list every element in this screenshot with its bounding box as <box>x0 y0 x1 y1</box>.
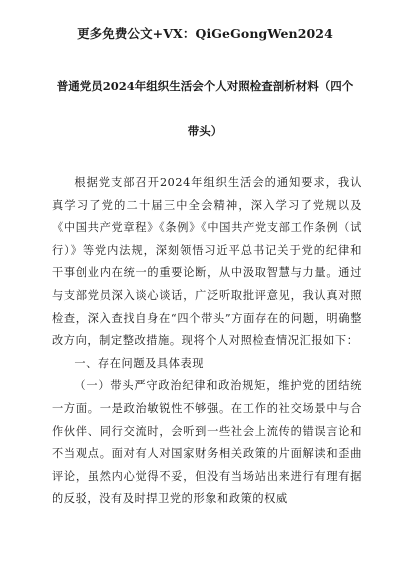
subsection-paragraph: （一）带头严守政治纪律和政治规矩，维护党的团结统一方面。一是政治敏锐性不够强。在工作的社交场景中与合作伙伴、同行交流时，会听到一些社会上流传的错误言论和不当观点。面对有人对国家财务相关政策的片面解读和歪曲评论，虽然内心觉得不妥，但没有当场站出来进行有理有据的反驳，没有及时捍卫党的形象和政策的权威 <box>52 379 362 506</box>
intro-paragraph: 根据党支部召开2024年组织生活会的通知要求，我认真学习了党的二十届三中全会精神，深入学习了党规以及《中国共产党章程》《条例》《中国共产党支部工作条例（试行）》等党内法规，深刻领悟习近平总书记关于党的纪律和干事创业内在统一的重要论断，从中汲取智慧与力量。通过与支部党员深入谈心谈话，广泛听取批评意见，我认真对照检查，深入查找自身在“四个带头”方面存在的问题，明确整改方向，制定整改措施。现将个人对照检查情况汇报如下： <box>52 176 362 348</box>
document-body <box>52 172 362 511</box>
document-title-line-1: 普通党员2024年组织生活会个人对照检查剖析材料（四个 <box>56 79 354 93</box>
watermark-header: 更多免费公文+VX：QiGeGongWen2024 <box>77 26 333 41</box>
document-title-line-2: 带头） <box>187 124 223 138</box>
section-heading: 一、存在问题及具体表现 <box>74 356 205 370</box>
